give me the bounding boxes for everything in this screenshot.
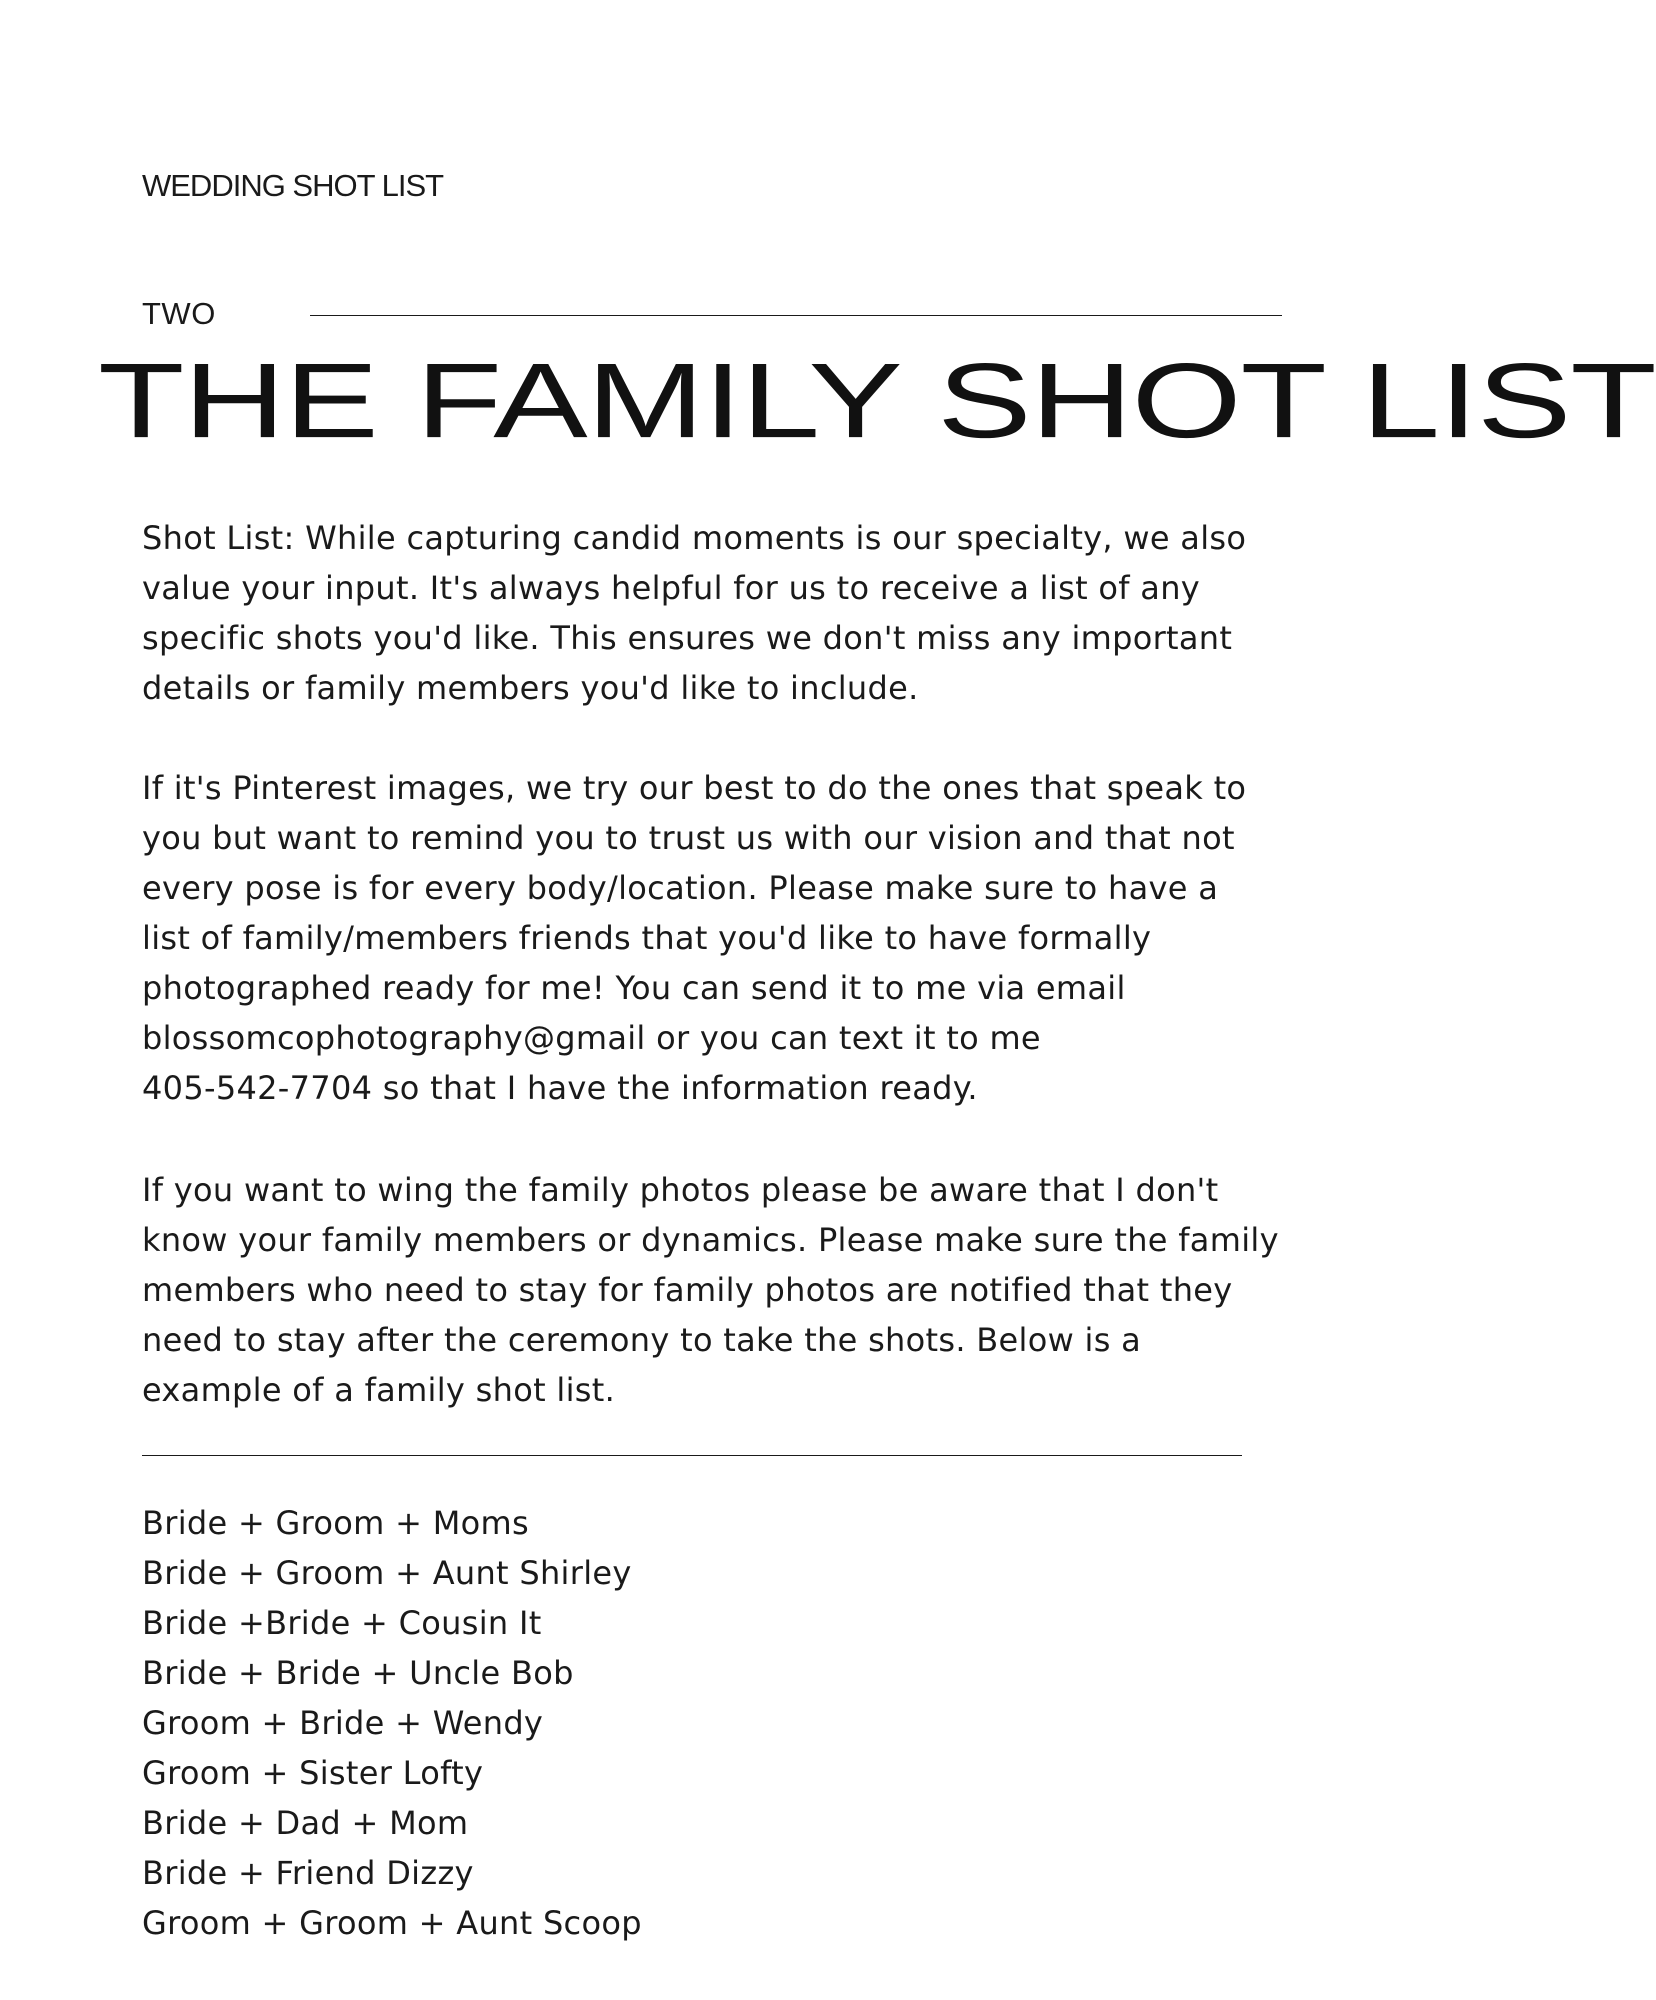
list-divider (142, 1455, 1242, 1456)
pinterest-paragraph: If it's Pinterest images, we try our best to do the ones that speak to you but want to remind you to trust us with our vision and that not every pose is for every body/location. Please make sure to have a list of family/members friends that you'd like to have formally photographed ready for me! You can send it to me via email blossomcophotography@gmail or you can text it to me 405-542-7704 so that I have the information ready. (142, 769, 1247, 1107)
intro-paragraph: Shot List: While capturing candid moments is our specialty, we also value your input. It's always helpful for us to receive a list of any specific shots you'd like. This ensures we don't miss any important details or family members you'd like to include. (142, 519, 1247, 707)
section-header (142, 296, 1282, 336)
list-item: Bride + Groom + Aunt Shirley (142, 1554, 632, 1592)
list-item: Bride +Bride + Cousin It (142, 1604, 542, 1642)
page-title: THE FAMILY SHOT LIST (98, 341, 1656, 461)
document-kicker: WEDDING SHOT LIST (142, 168, 444, 203)
family-shot-list (142, 1498, 642, 1948)
list-item: Groom + Groom + Aunt Scoop (142, 1904, 642, 1942)
list-item: Bride + Groom + Moms (142, 1504, 529, 1542)
list-item: Bride + Friend Dizzy (142, 1854, 474, 1892)
list-item: Bride + Bride + Uncle Bob (142, 1654, 574, 1692)
section-rule (310, 315, 1282, 316)
list-item: Bride + Dad + Mom (142, 1804, 469, 1842)
family-photos-paragraph: If you want to wing the family photos please be aware that I don't know your family members or dynamics. Please make sure the family members who need to stay for family photos are notified that they need to stay after the ceremony to take the shots. Below is a example of a family shot list. (142, 1171, 1279, 1409)
list-item: Groom + Sister Lofty (142, 1754, 484, 1792)
section-number: TWO (142, 296, 216, 331)
list-item: Groom + Bride + Wendy (142, 1704, 544, 1742)
